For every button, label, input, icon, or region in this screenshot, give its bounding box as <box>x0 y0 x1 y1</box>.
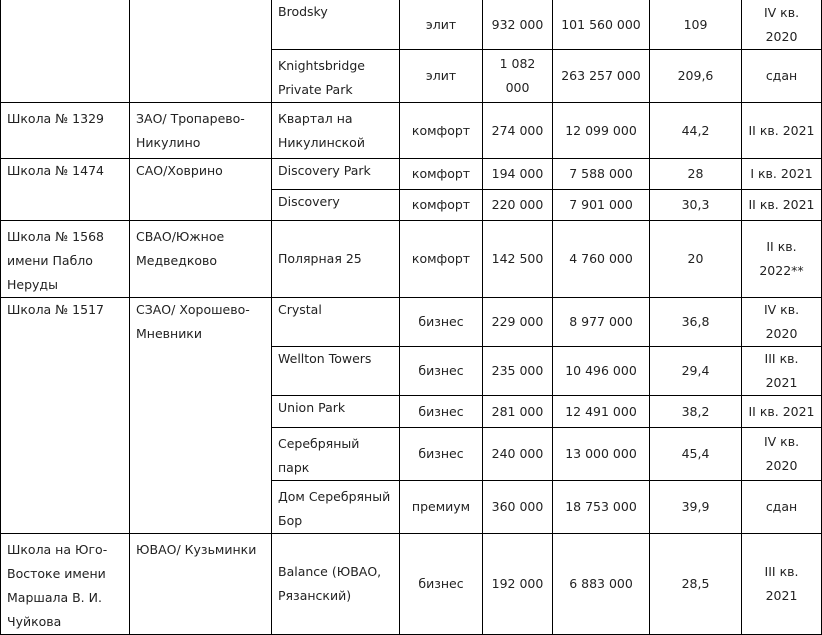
complex-cell: Полярная 25 <box>272 221 400 298</box>
area-cell: 209,6 <box>650 50 742 103</box>
complex-cell: Discovery <box>272 190 400 221</box>
price-cell: 235 000 <box>483 347 553 396</box>
budget-cell: 8 977 000 <box>553 298 650 347</box>
deadline-cell: II кв. 2021 <box>742 396 822 428</box>
budget-cell: 7 588 000 <box>553 159 650 190</box>
deadline-cell: сдан <box>742 481 822 534</box>
deadline-cell: сдан <box>742 50 822 103</box>
deadline-cell: IV кв. 2020 <box>742 428 822 481</box>
budget-cell: 4 760 000 <box>553 221 650 298</box>
district-cell: САО/Ховрино <box>130 159 272 221</box>
area-cell: 20 <box>650 221 742 298</box>
price-cell: 142 500 <box>483 221 553 298</box>
deadline-cell: III кв. 2021 <box>742 347 822 396</box>
price-cell: 240 000 <box>483 428 553 481</box>
district-cell: СЗАО/ Хорошево-Мневники <box>130 298 272 534</box>
table-row <box>1 221 822 298</box>
area-cell: 38,2 <box>650 396 742 428</box>
table-row <box>1 0 822 50</box>
complex-cell: Crystal <box>272 298 400 347</box>
area-cell: 29,4 <box>650 347 742 396</box>
school-cell: Школа № 1329 <box>1 103 130 159</box>
deadline-cell: III кв. 2021 <box>742 534 822 635</box>
class-cell: бизнес <box>400 347 483 396</box>
school-cell: Школа № 1568 имени Пабло Неруды <box>1 221 130 298</box>
table-row <box>1 298 822 347</box>
complex-cell: Balance (ЮВАО, Рязанский) <box>272 534 400 635</box>
district-cell <box>130 0 272 103</box>
budget-cell: 10 496 000 <box>553 347 650 396</box>
price-cell: 1 082 000 <box>483 50 553 103</box>
class-cell: комфорт <box>400 103 483 159</box>
table-row <box>1 103 822 159</box>
price-cell: 192 000 <box>483 534 553 635</box>
budget-cell: 7 901 000 <box>553 190 650 221</box>
deadline-cell: II кв. 2022** <box>742 221 822 298</box>
area-cell: 36,8 <box>650 298 742 347</box>
class-cell: элит <box>400 50 483 103</box>
budget-cell: 18 753 000 <box>553 481 650 534</box>
budget-cell: 101 560 000 <box>553 0 650 50</box>
complex-cell: Union Park <box>272 396 400 428</box>
class-cell: комфорт <box>400 221 483 298</box>
price-cell: 194 000 <box>483 159 553 190</box>
price-cell: 229 000 <box>483 298 553 347</box>
price-cell: 360 000 <box>483 481 553 534</box>
budget-cell: 6 883 000 <box>553 534 650 635</box>
school-cell <box>1 0 130 103</box>
school-cell: Школа на Юго-Востоке имени Маршала В. И. Чуйкова <box>1 534 130 635</box>
table-row <box>1 534 822 635</box>
price-cell: 281 000 <box>483 396 553 428</box>
budget-cell: 12 099 000 <box>553 103 650 159</box>
area-cell: 44,2 <box>650 103 742 159</box>
class-cell: бизнес <box>400 428 483 481</box>
complex-cell: Дом Серебряный Бор <box>272 481 400 534</box>
area-cell: 109 <box>650 0 742 50</box>
district-cell: СВАО/Южное Медведково <box>130 221 272 298</box>
deadline-cell: II кв. 2021 <box>742 190 822 221</box>
school-cell: Школа № 1474 <box>1 159 130 221</box>
district-cell: ЮВАО/ Кузьминки <box>130 534 272 635</box>
budget-cell: 13 000 000 <box>553 428 650 481</box>
deadline-cell: IV кв. 2020 <box>742 0 822 50</box>
deadline-cell: I кв. 2021 <box>742 159 822 190</box>
district-cell: ЗАО/ Тропарево-Никулино <box>130 103 272 159</box>
area-cell: 45,4 <box>650 428 742 481</box>
complex-cell: Wellton Towers <box>272 347 400 396</box>
price-cell: 274 000 <box>483 103 553 159</box>
complex-cell: Квартал на Никулинской <box>272 103 400 159</box>
complex-cell: Discovery Park <box>272 159 400 190</box>
complex-cell: Brodsky <box>272 0 400 50</box>
area-cell: 39,9 <box>650 481 742 534</box>
class-cell: комфорт <box>400 190 483 221</box>
budget-cell: 12 491 000 <box>553 396 650 428</box>
budget-cell: 263 257 000 <box>553 50 650 103</box>
table-row <box>1 159 822 190</box>
deadline-cell: II кв. 2021 <box>742 103 822 159</box>
area-cell: 28 <box>650 159 742 190</box>
deadline-cell: IV кв. 2020 <box>742 298 822 347</box>
class-cell: элит <box>400 0 483 50</box>
price-cell: 932 000 <box>483 0 553 50</box>
complex-cell: Серебряный парк <box>272 428 400 481</box>
complex-cell: Knightsbridge Private Park <box>272 50 400 103</box>
price-cell: 220 000 <box>483 190 553 221</box>
area-cell: 28,5 <box>650 534 742 635</box>
class-cell: бизнес <box>400 534 483 635</box>
class-cell: премиум <box>400 481 483 534</box>
class-cell: бизнес <box>400 298 483 347</box>
area-cell: 30,3 <box>650 190 742 221</box>
class-cell: комфорт <box>400 159 483 190</box>
school-cell: Школа № 1517 <box>1 298 130 534</box>
class-cell: бизнес <box>400 396 483 428</box>
